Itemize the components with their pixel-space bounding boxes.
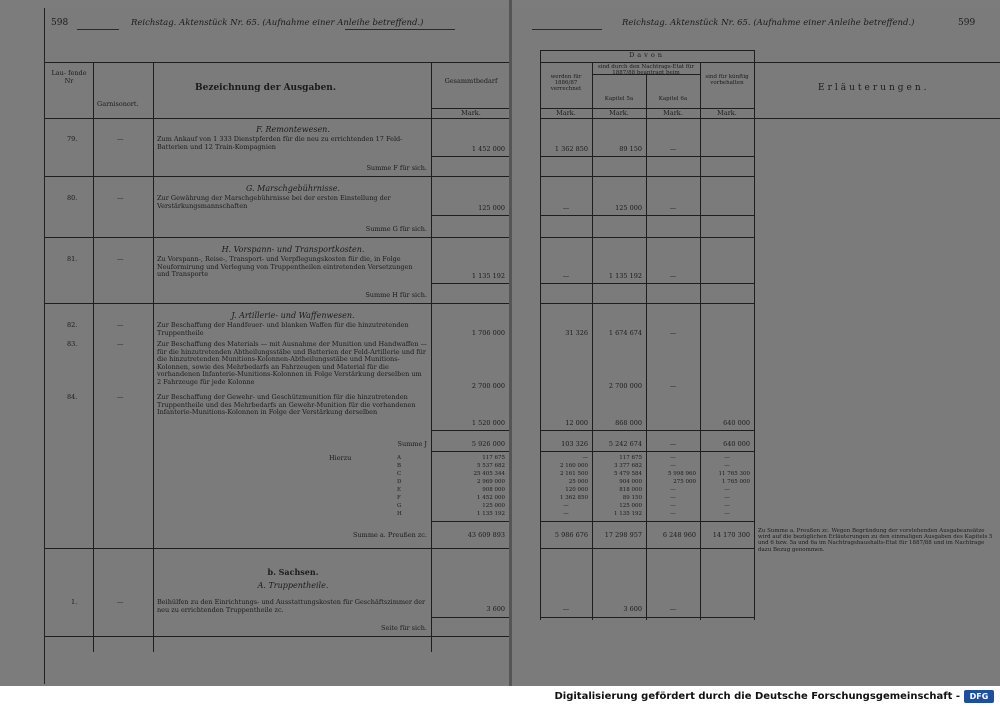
item-amount: 1 452 000: [471, 145, 505, 153]
recap-letter: E: [397, 487, 402, 493]
item-text: Zur Beschaffung des Materials — mit Ausnahme der Munition und Handwaffen — für die hinzutretenden Abtheilungsstäbe und Batterien der Feld-Artillerie und für die hinzutretenden Munitions-Kolonnen-Abtheilungsstäbe und Munitions-Kolonnen, sowie des Mehrbedarfs an Fahrzeugen und Material für die vorhandenen Infanterie-Munitions-Kolonnen in Folge Verstärkung derselben um 2 Fahrzeuge für jede Kolonne: [157, 340, 428, 386]
cell-col2: 2 700 000: [608, 382, 642, 390]
recap-col1: 25 000: [568, 479, 588, 485]
sum-j-label: Summe J: [397, 440, 427, 448]
total-label: Summe a. Preußen zc.: [353, 531, 427, 539]
section-title-h: H. Vorspann- und Transportkosten.: [221, 245, 365, 254]
total-col3: 6 248 960: [662, 531, 696, 539]
recap-col1: 2 161 500: [560, 471, 588, 477]
header-col3: Kapitel 6a: [658, 96, 688, 102]
item-text: Zur Beschaffung der Gewehr- und Geschützmunition für die hinzutretenden Truppentheile und des Mehrbedarfs an Gewehr-Munition für die vorhandenen Infanterie-Munitions-Kolonnen in Folge der Verstärkung derselben: [157, 393, 416, 416]
recap-letter: A: [397, 455, 401, 461]
cell-col1: —: [562, 204, 570, 212]
recap-col2: 125 000: [619, 503, 642, 509]
recap-col3: —: [670, 463, 676, 469]
recap-col1: 2 160 000: [560, 463, 588, 469]
unit-col4: Mark.: [717, 109, 737, 117]
recap-letter: C: [397, 471, 402, 477]
total-col1: 5 986 676: [554, 531, 588, 539]
right-page: [512, 8, 1000, 684]
recap-col2: 5 479 584: [614, 471, 642, 477]
item-nr: 1.: [71, 598, 78, 606]
item-amount: 1 706 000: [471, 329, 505, 337]
page-sum: Seite für sich.: [381, 624, 427, 632]
cell-col3: —: [669, 145, 677, 153]
recap-amount: 1 452 000: [477, 495, 505, 501]
recap-letter: F: [397, 495, 401, 501]
total-col4: 14 170 300: [712, 531, 750, 539]
unit-col3: Mark.: [663, 109, 683, 117]
saxony-title: b. Sachsen.: [267, 567, 319, 577]
left-page-number: 598: [51, 18, 69, 28]
header-garrison: Garnisonort.: [97, 100, 139, 108]
recap-col4: 1 765 000: [722, 479, 750, 485]
saxony-subtitle: A. Truppentheile.: [257, 581, 329, 590]
recap-amount: 117 675: [482, 455, 505, 461]
unit-col1: Mark.: [556, 109, 576, 117]
recap-col4: —: [724, 487, 730, 493]
section-sum: Summe F für sich.: [366, 164, 427, 172]
recap-letter: H: [397, 511, 402, 517]
item-amount: 1 520 000: [471, 419, 505, 427]
recap-col3: —: [670, 495, 676, 501]
recap-col3: 5 998 960: [668, 471, 696, 477]
sum-j-col2: 5 242 674: [608, 440, 642, 448]
item-garrison: —: [117, 321, 124, 329]
hierzu-label: Hierzu: [329, 454, 352, 462]
cell-col1: 1 362 850: [554, 145, 588, 153]
header-designation: Bezeichnung der Ausgaben.: [195, 83, 336, 93]
item-nr: 84.: [67, 393, 78, 401]
recap-amount: 125 000: [482, 503, 505, 509]
cell-col2: 89 150: [619, 145, 642, 153]
recap-col3: —: [670, 511, 676, 517]
sum-j-amount: 5 926 000: [471, 440, 505, 448]
recap-col1: —: [563, 503, 569, 509]
sum-j-col1: 103 326: [561, 440, 588, 448]
section-title-g: G. Marschgebührnisse.: [245, 184, 341, 193]
recap-col4: —: [724, 455, 730, 461]
header-unit: Mark.: [461, 109, 481, 117]
recap-amount: 2 969 000: [477, 479, 505, 485]
item-nr: 82.: [67, 321, 78, 329]
cell-col1: 31 326: [565, 329, 588, 337]
section-sum: Summe G für sich.: [365, 225, 427, 233]
item-garrison: —: [117, 255, 124, 263]
right-running-head: Reichstag. Aktenstück Nr. 65. (Aufnahme einer Anleihe betreffend.): [622, 18, 915, 28]
item-garrison: —: [117, 598, 124, 606]
sum-j-col3: —: [669, 440, 677, 448]
item-amount: 3 600: [486, 605, 505, 613]
total-amount: 43 609 893: [467, 531, 505, 539]
recap-col2: 117 675: [619, 455, 642, 461]
sum-j-col4: 640 000: [723, 440, 750, 448]
item-text: Zur Gewährung der Marschgebührnisse bei der ersten Einstellung der Verstärkungsmannschaften: [157, 194, 391, 210]
recap-letter: B: [397, 463, 402, 469]
recap-letter: G: [397, 503, 402, 509]
recap-col1: —: [582, 455, 588, 461]
item-text: Zum Ankauf von 1 333 Dienstpferden für die neu zu errichtenden 17 Feld-Batterien und 12 Train-Kompagnien: [157, 135, 403, 151]
recap-col4: 11 765 300: [718, 471, 750, 477]
recap-amount: 908 000: [482, 487, 505, 493]
item-garrison: —: [117, 194, 124, 202]
item-garrison: —: [117, 393, 124, 401]
header-col4: sind für künftig vorbehalten: [705, 74, 749, 87]
recap-col1: 120 000: [565, 487, 588, 493]
recap-amount: 5 537 682: [477, 463, 505, 469]
item-amount: 1 135 192: [471, 272, 505, 280]
header-col1: werden für 1886/87 verrechnet: [550, 74, 582, 93]
recap-col1: 1 362 850: [560, 495, 588, 501]
header-col23-group: sind durch den Nachtrags-Etat für 1887/88 beantragt beim: [597, 64, 695, 77]
recap-col2: 1 135 192: [614, 511, 642, 517]
recap-col2: 3 377 682: [614, 463, 642, 469]
header-davon: Davon: [629, 51, 665, 59]
recap-letter: D: [397, 479, 402, 485]
recap-col3: —: [670, 487, 676, 493]
header-remarks: Erläuterungen.: [818, 83, 930, 93]
footer-credit: Digitalisierung gefördert durch die Deutsche Forschungsgemeinschaft -: [554, 691, 960, 702]
item-nr: 81.: [67, 255, 78, 263]
item-text: Zu Vorspann-, Reise-, Transport- und Verpflegungskosten für die, in Folge Neuformirung und Verlegung von Truppentheilen eintretenden Versetzungen und Transporte: [157, 255, 413, 278]
left-page: [44, 8, 510, 684]
item-nr: 80.: [67, 194, 78, 202]
section-sum: Summe H für sich.: [365, 291, 427, 299]
section-title-j: J. Artillerie- und Waffenwesen.: [231, 311, 355, 320]
cell-col3: —: [669, 329, 677, 337]
cell-col1: 12 000: [565, 419, 588, 427]
cell-col2: 1 135 192: [608, 272, 642, 280]
item-text: Zur Beschaffung der Handfeuer- und blanken Waffen für die hinzutretenden Truppentheile: [157, 321, 409, 337]
cell-col4: 640 000: [723, 419, 750, 427]
right-page-number: 599: [958, 18, 976, 28]
recap-amount: 25 405 344: [473, 471, 505, 477]
item-nr: 79.: [67, 135, 78, 143]
recap-col3: 275 000: [673, 479, 696, 485]
cell-col3: —: [669, 382, 677, 390]
recap-amount: 1 135 192: [477, 511, 505, 517]
item-amount: 2 700 000: [471, 382, 505, 390]
saxony-col2: 3 600: [623, 605, 642, 613]
cell-col2: 125 000: [615, 204, 642, 212]
cell-col1: —: [562, 272, 570, 280]
recap-col2: 89 150: [622, 495, 642, 501]
recap-col4: —: [724, 463, 730, 469]
cell-col2: 868 000: [615, 419, 642, 427]
recap-col3: —: [670, 455, 676, 461]
recap-col1: —: [563, 511, 569, 517]
cell-col2: 1 674 674: [608, 329, 642, 337]
cell-col3: —: [669, 204, 677, 212]
item-garrison: —: [117, 340, 124, 348]
unit-col2: Mark.: [609, 109, 629, 117]
header-col2: Kapitel 5a: [604, 96, 634, 102]
recap-col2: 818 000: [619, 487, 642, 493]
recap-col4: —: [724, 503, 730, 509]
recap-col3: —: [670, 503, 676, 509]
dfg-logo-icon: DFG: [964, 690, 994, 703]
total-col2: 17 298 957: [604, 531, 642, 539]
recap-col4: —: [724, 511, 730, 517]
saxony-col1: —: [562, 605, 570, 613]
item-garrison: —: [117, 135, 124, 143]
left-running-head: Reichstag. Aktenstück Nr. 65. (Aufnahme einer Anleihe betreffend.): [131, 18, 424, 28]
recap-col4: —: [724, 495, 730, 501]
footer-bar: [0, 686, 1000, 707]
section-title-f: F. Remontewesen.: [256, 125, 330, 134]
item-nr: 83.: [67, 340, 78, 348]
item-text: Beihülfen zu den Einrichtungs- und Ausstattungskosten für Geschäftszimmer der neu zu errichtenden Truppentheile zc.: [157, 598, 426, 614]
saxony-col3: —: [669, 605, 677, 613]
remark-text: Zu Summe a. Preußen zc. Wegen Begründung der vorstehenden Ausgabeansätze wird auf die bezüglichen Erläuterungen zu den einmaligen Ausgaben des Kapitels 5 und 6 bzw. 5a und 6a im Nachtragshaushalts-Etat für 1887/88 und im Nachtrage dazu Bezug genommen.: [758, 528, 993, 553]
recap-col2: 904 000: [619, 479, 642, 485]
item-amount: 125 000: [478, 204, 505, 212]
cell-col3: —: [669, 272, 677, 280]
header-total: Gesammtbedarf: [444, 77, 498, 85]
header-lfd-nr: Lau- fende Nr: [51, 69, 87, 85]
